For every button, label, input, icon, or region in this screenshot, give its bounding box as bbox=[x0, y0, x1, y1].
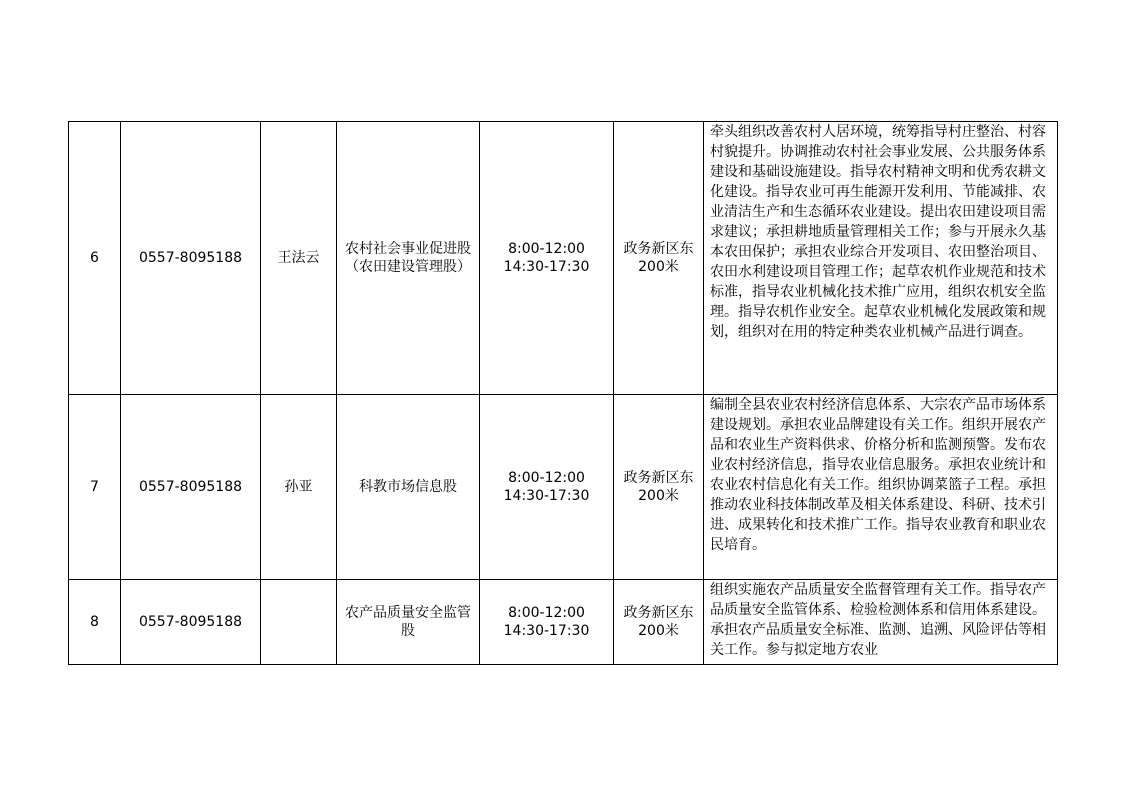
phone-number: 0557-8095188 bbox=[121, 395, 261, 580]
department-name bbox=[337, 395, 480, 580]
duty-table bbox=[68, 121, 1058, 665]
hours-morning: 8:00-12:00 bbox=[508, 241, 585, 257]
table-row bbox=[69, 395, 1058, 580]
duty-text: 牵头组织改善农村人居环境，统筹指导村庄整治、村容村貌提升。协调推动农村社会事业发展、公共服务体系建设和基础设施建设。指导农村精神文明和优秀农耕文化建设。指导农业可再生能源开发利用、节能减排、农业清洁生产和生态循环农业建设。提出农田建设项目需求建议；承担耕地质量管理相关工作；参与开展永久基本农田保护；承担农业综合开发项目、农田整治项目、农田水利建设项目管理工作；起草农机作业规范和技术标准，指导农业机械化技术推广应用，组织农机安全监理。指导农机作业安全。起草农业机械化发展政策和规划，组织对在用的特定种类农业机械产品进行调查。 bbox=[710, 124, 1046, 340]
duty-description bbox=[704, 580, 1058, 665]
table-row bbox=[69, 580, 1058, 665]
duty-description bbox=[704, 395, 1058, 580]
location-label: 政务新区东200米 bbox=[623, 605, 694, 639]
office-location bbox=[614, 395, 704, 580]
phone-number: 0557-8095188 bbox=[121, 580, 261, 665]
duty-text: 组织实施农产品质量安全监督管理有关工作。指导农产品质量安全监管体系、检验检测体系和信用体系建设。承担农产品质量安全标准、监测、追溯、风险评估等相关工作。参与拟定地方农业 bbox=[710, 582, 1046, 658]
row-number: 6 bbox=[69, 122, 121, 395]
duty-text: 编制全县农业农村经济信息体系、大宗农产品市场体系建设规划。承担农业品牌建设有关工作。组织开展农产品和农业生产资料供求、价格分析和监测预警。发布农业农村经济信息，指导农业信息服务。承担农业统计和农业农村信息化有关工作。组织协调菜篮子工程。承担推动农业科技体制改革及相关体系建设、科研、技术引进、成果转化和技术推广工作。指导农业教育和职业农民培育。 bbox=[710, 397, 1046, 553]
row-number: 8 bbox=[69, 580, 121, 665]
office-hours bbox=[480, 395, 614, 580]
hours-afternoon: 14:30-17:30 bbox=[503, 623, 590, 639]
office-location bbox=[614, 580, 704, 665]
table-row bbox=[69, 122, 1058, 395]
hours-afternoon: 14:30-17:30 bbox=[503, 488, 590, 504]
office-hours bbox=[480, 580, 614, 665]
duty-description bbox=[704, 122, 1058, 395]
phone-number: 0557-8095188 bbox=[121, 122, 261, 395]
hours-morning: 8:00-12:00 bbox=[508, 470, 585, 486]
hours-morning: 8:00-12:00 bbox=[508, 605, 585, 621]
contact-name bbox=[261, 580, 337, 665]
department-label: 农产品质量安全监管股 bbox=[345, 605, 471, 639]
location-label: 政务新区东200米 bbox=[623, 470, 694, 504]
office-hours bbox=[480, 122, 614, 395]
department-label: 科教市场信息股 bbox=[359, 479, 457, 495]
department-name bbox=[337, 580, 480, 665]
location-label: 政务新区东200米 bbox=[623, 241, 694, 275]
office-location bbox=[614, 122, 704, 395]
row-number: 7 bbox=[69, 395, 121, 580]
hours-afternoon: 14:30-17:30 bbox=[503, 259, 590, 275]
contact-name: 王法云 bbox=[261, 122, 337, 395]
department-name bbox=[337, 122, 480, 395]
department-label: 农村社会事业促进股（农田建设管理股） bbox=[345, 241, 471, 275]
contact-name: 孙亚 bbox=[261, 395, 337, 580]
